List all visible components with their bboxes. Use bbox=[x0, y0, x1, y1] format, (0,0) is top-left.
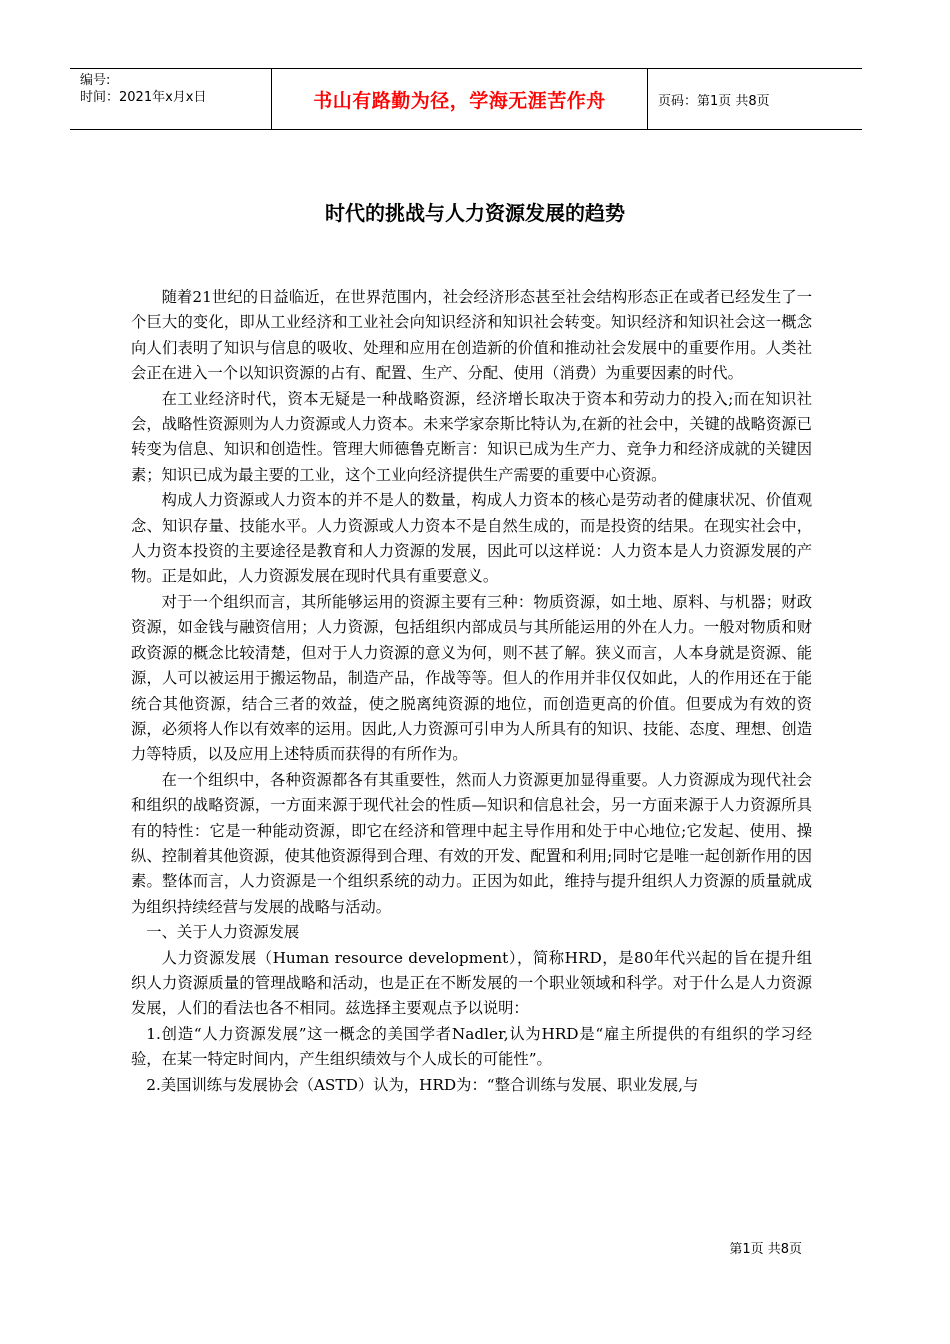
document-title: 时代的挑战与人力资源发展的趋势 bbox=[325, 201, 625, 225]
paragraph: 在工业经济时代，资本无疑是一种战略资源，经济增长取决于资本和劳动力的投入;而在知识社会，战略性资源则为人力资源或人力资本。未来学家奈斯比特认为,在新的社会中，关键的战略资源已转变为信息、知识和创造性。管理大师德鲁克断言：知识已成为生产力、竞争力和经济成就的关键因素；知识已成为最主要的工业，这个工业向经济提供生产需要的重要中心资源。 bbox=[131, 389, 812, 484]
paragraph: 对于一个组织而言，其所能够运用的资源主要有三种：物质资源，如土地、原料、与机器；财政资源，如金钱与融资信用；人力资源，包括组织内部成员与其所能运用的外在人力。一般对物质和财政资源的概念比较清楚，但对于人力资源的意义为何，则不甚了解。狭义而言，人本身就是资源、能源，人可以被运用于搬运物品，制造产品，作战等等。但人的作用并非仅仅如此，人的作用还在于能统合其他资源，结合三者的效益，使之脱离纯资源的地位，而创造更高的价值。但要成为有效的资源，必须将人作以有效率的运用。因此,人力资源可引申为人所具有的知识、技能、态度、理想、创造力等特质，以及应用上述特质而获得的有所作为。 bbox=[131, 592, 812, 764]
document-number-label: 编号: bbox=[80, 73, 111, 88]
paragraph: 在一个组织中，各种资源都各有其重要性，然而人力资源更加显得重要。人力资源成为现代社会和组织的战略资源，一方面来源于现代社会的性质—知识和信息社会，另一方面来源于人力资源所具有的特性：它是一种能动资源，即它在经济和管理中起主导作用和处于中心地位;它发起、使用、操纵、控制着其他资源，使其他资源得到合理、有效的开发、配置和利用;同时它是唯一起创新作用的因素。整体而言，人力资源是一个组织系统的动力。正因为如此，维持与提升组织人力资源的质量就成为组织持续经营与发展的战略与活动。 bbox=[131, 770, 812, 916]
page-number-label: 页码：第1页 共8页 bbox=[658, 93, 770, 109]
numbered-item: 1.创造“人力资源发展”这一概念的美国学者Nadler,认为HRD是“雇主所提供的有组织的学习经验，在某一特定时间内，产生组织绩效与个人成长的可能性”。 bbox=[131, 1024, 812, 1069]
page-footer: 第1页 共8页 bbox=[729, 1242, 802, 1257]
motto-text: 书山有路勤为径，学海无涯苦作舟 bbox=[313, 89, 606, 112]
paragraph: 随着21世纪的日益临近，在世界范围内，社会经济形态甚至社会结构形态正在或者已经发生了一个巨大的变化，即从工业经济和工业社会向知识经济和知识社会转变。知识经济和知识社会这一概念向人们表明了知识与信息的吸收、处理和应用在创造新的价值和推动社会发展中的重要作用。人类社会正在进入一个以知识资源的占有、配置、生产、分配、使用（消费）为重要因素的时代。 bbox=[131, 288, 812, 383]
paragraph: 人力资源发展（Human resource development），简称HRD，是80年代兴起的旨在提升组织人力资源质量的管理战略和活动，也是正在不断发展的一个职业领域和科学。对于什么是人力资源发展，人们的看法也各不相同。兹选择主要观点予以说明： bbox=[131, 948, 812, 1018]
header-page-info bbox=[648, 69, 862, 129]
document-time-label: 时间：2021年x月x日 bbox=[80, 90, 207, 105]
page-header bbox=[70, 68, 862, 130]
numbered-item: 2.美国训练与发展协会（ASTD）认为，HRD为：“整合训练与发展、职业发展,与 bbox=[146, 1075, 699, 1094]
header-meta bbox=[70, 69, 272, 129]
paragraph: 构成人力资源或人力资本的并不是人的数量，构成人力资本的核心是劳动者的健康状况、价值观念、知识存量、技能水平。人力资源或人力资本不是自然生成的，而是投资的结果。在现实社会中，人力资本投资的主要途径是教育和人力资源的发展，因此可以这样说：人力资本是人力资源发展的产物。正是如此，人力资源发展在现时代具有重要意义。 bbox=[131, 491, 812, 586]
section-heading: 一、关于人力资源发展 bbox=[146, 923, 300, 942]
header-motto bbox=[272, 69, 648, 129]
document-body bbox=[131, 285, 812, 1098]
